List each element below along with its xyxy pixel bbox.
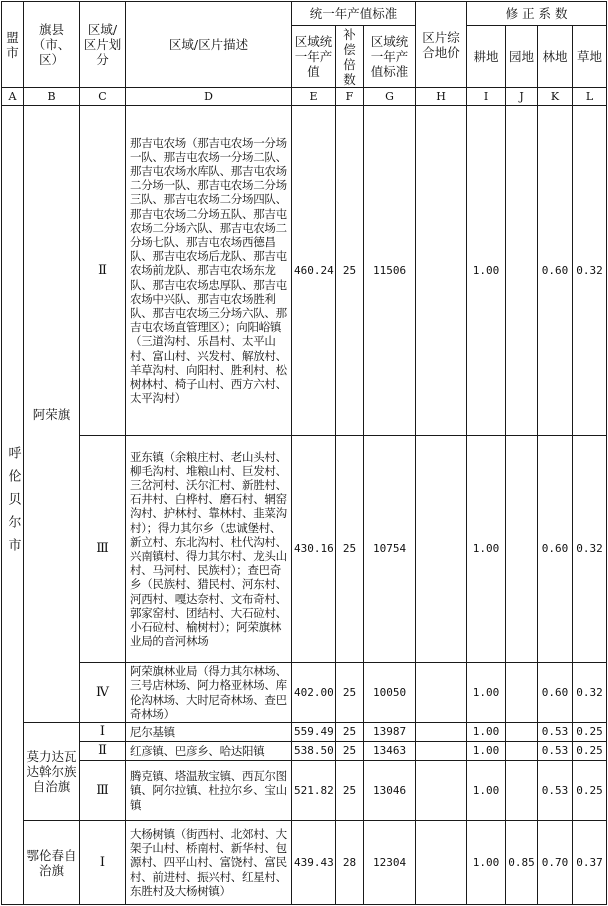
forest-cell: 0.60 <box>538 663 573 723</box>
header-description: 区域/区片描述 <box>126 2 292 88</box>
land-price-cell <box>416 436 467 663</box>
zone-cell: Ⅰ <box>80 821 126 905</box>
column-letter: E <box>292 88 336 106</box>
arable-cell: 1.00 <box>467 436 506 663</box>
garden-cell <box>506 106 538 436</box>
multiplier-cell: 25 <box>336 761 364 821</box>
header-grass: 草地 <box>573 26 607 88</box>
zone-cell: Ⅰ <box>80 723 126 742</box>
description-cell: 阿荣旗林业局（得力其尔林场、三号店林场、阿力格亚林场、库伦沟林场、大时尼奇林场、查巴奇林场） <box>126 663 292 723</box>
header-output-value: 区域统一年产值 <box>292 26 336 88</box>
city-name: 呼伦贝尔市 <box>5 446 21 561</box>
output-cell: 538.50 <box>292 742 336 761</box>
header-coefficient-group: 修 正 系 数 <box>467 2 607 26</box>
description-cell: 大杨树镇（街西村、北郊村、大架子山村、桥南村、新华村、包源村、四平山村、富饶村、富民村、前进村、振兴村、红星村、东胜村及大杨树镇） <box>126 821 292 905</box>
arable-cell: 1.00 <box>467 821 506 905</box>
forest-cell: 0.53 <box>538 723 573 742</box>
table-row <box>2 663 607 723</box>
forest-cell: 0.53 <box>538 761 573 821</box>
description-cell: 亚东镇（余粮庄村、老山头村、柳毛沟村、堆粮山村、巨发村、三岔河村、沃尔汇村、新胜村、石井村、白桦村、磨石村、辋窑沟村、护林村、靠林村、韭菜沟村）；得力其尔乡（忠诚堡村、新立村、东北沟村、杜代沟村、兴南镇村、得力其尔村、龙头山村、马河村、民族村）；查巴奇乡（民族村、猎民村、河东村、河西村、嘎达奈村、文布奇村、郭家窑村、团结村、大石砬村、小石砬村、榆树村）；阿荣旗林业局的音河林场 <box>126 436 292 663</box>
standard-cell: 11506 <box>364 106 416 436</box>
standard-cell: 13463 <box>364 742 416 761</box>
output-cell: 439.43 <box>292 821 336 905</box>
table-row <box>2 723 607 742</box>
zone-cell: Ⅲ <box>80 436 126 663</box>
multiplier-cell: 28 <box>336 821 364 905</box>
land-price-cell <box>416 106 467 436</box>
description-cell: 那吉屯农场（那吉屯农场一分场一队、那吉屯农场一分场二队、那吉屯农场水库队、那吉屯农场二分场一队、那吉屯农场二分场三队、那吉屯农场二分场四队、那吉屯农场二分场五队、那吉屯农场二分场六队、那吉屯农场二分场七队、那吉屯农场西德昌队、那吉屯农场后龙队、那吉屯农场前龙队、那吉屯农场东龙队、那吉屯农场忠厚队、那吉屯农场中兴队、那吉屯农场胜利队、那吉屯农场三分场六队、那吉屯农场直管理区）；向阳峪镇（三道沟村、乐昌村、太平山村、富山村、兴发村、解放村、羊草沟村、向阳村、胜利村、松树林村、椅子山村、西方六村、太平沟村） <box>126 106 292 436</box>
garden-cell <box>506 723 538 742</box>
grass-cell: 0.25 <box>573 723 607 742</box>
standard-cell: 12304 <box>364 821 416 905</box>
table-row <box>2 761 607 821</box>
column-letter: A <box>2 88 24 106</box>
header-forest: 林地 <box>538 26 573 88</box>
arable-cell: 1.00 <box>467 742 506 761</box>
column-letter: F <box>336 88 364 106</box>
header-arable: 耕地 <box>467 26 506 88</box>
forest-cell: 0.60 <box>538 436 573 663</box>
table-row <box>2 106 607 436</box>
table-row <box>2 436 607 663</box>
table-row <box>2 742 607 761</box>
grass-cell: 0.32 <box>573 436 607 663</box>
county-cell-arong: 阿荣旗 <box>24 106 80 723</box>
arable-cell: 1.00 <box>467 106 506 436</box>
land-price-cell <box>416 821 467 905</box>
grass-cell: 0.25 <box>573 742 607 761</box>
standard-cell: 13987 <box>364 723 416 742</box>
garden-cell <box>506 742 538 761</box>
column-letter: D <box>126 88 292 106</box>
header-standard: 区域统一年产值标准 <box>364 26 416 88</box>
forest-cell: 0.60 <box>538 106 573 436</box>
land-price-cell <box>416 723 467 742</box>
land-price-table <box>1 1 607 905</box>
land-price-cell <box>416 742 467 761</box>
zone-cell: Ⅳ <box>80 663 126 723</box>
header-city: 盟市 <box>2 2 24 88</box>
forest-cell: 0.53 <box>538 742 573 761</box>
column-letter: B <box>24 88 80 106</box>
multiplier-cell: 25 <box>336 106 364 436</box>
standard-cell: 10050 <box>364 663 416 723</box>
zone-cell: Ⅲ <box>80 761 126 821</box>
header-standard-group: 统一年产值标准 <box>292 2 416 26</box>
table-row <box>2 821 607 905</box>
grass-cell: 0.32 <box>573 106 607 436</box>
description-cell: 红彦镇、巴彦乡、哈达阳镇 <box>126 742 292 761</box>
forest-cell: 0.70 <box>538 821 573 905</box>
column-letter: I <box>467 88 506 106</box>
garden-cell: 0.85 <box>506 821 538 905</box>
column-letter: C <box>80 88 126 106</box>
land-price-cell <box>416 663 467 723</box>
output-cell: 402.00 <box>292 663 336 723</box>
description-cell: 尼尔基镇 <box>126 723 292 742</box>
column-letter: H <box>416 88 467 106</box>
county-cell-elunchun: 鄂伦春自治旗 <box>24 821 80 905</box>
description-cell: 腾克镇、塔温敖宝镇、西瓦尔图镇、阿尔拉镇、杜拉尔乡、宝山镇 <box>126 761 292 821</box>
arable-cell: 1.00 <box>467 663 506 723</box>
garden-cell <box>506 436 538 663</box>
header-division: 区域/区片划分 <box>80 2 126 88</box>
output-cell: 559.49 <box>292 723 336 742</box>
column-letter: G <box>364 88 416 106</box>
multiplier-cell: 25 <box>336 723 364 742</box>
output-cell: 430.16 <box>292 436 336 663</box>
city-cell <box>2 106 24 905</box>
grass-cell: 0.25 <box>573 761 607 821</box>
output-cell: 521.82 <box>292 761 336 821</box>
header-land-price: 区片综合地价 <box>416 2 467 88</box>
zone-cell: Ⅱ <box>80 742 126 761</box>
arable-cell: 1.00 <box>467 723 506 742</box>
land-price-cell <box>416 761 467 821</box>
output-cell: 460.24 <box>292 106 336 436</box>
header-garden: 园地 <box>506 26 538 88</box>
multiplier-cell: 25 <box>336 663 364 723</box>
multiplier-cell: 25 <box>336 436 364 663</box>
header-multiplier: 补偿倍数 <box>336 26 364 88</box>
grass-cell: 0.37 <box>573 821 607 905</box>
grass-cell: 0.32 <box>573 663 607 723</box>
standard-cell: 13046 <box>364 761 416 821</box>
garden-cell <box>506 761 538 821</box>
zone-cell: Ⅱ <box>80 106 126 436</box>
county-cell-molidawa: 莫力达瓦达斡尔族自治旗 <box>24 723 80 821</box>
header-county: 旗县（市、区） <box>24 2 80 88</box>
column-letter: J <box>506 88 538 106</box>
garden-cell <box>506 663 538 723</box>
column-letter: L <box>573 88 607 106</box>
multiplier-cell: 25 <box>336 742 364 761</box>
column-letter: K <box>538 88 573 106</box>
standard-cell: 10754 <box>364 436 416 663</box>
arable-cell: 1.00 <box>467 761 506 821</box>
